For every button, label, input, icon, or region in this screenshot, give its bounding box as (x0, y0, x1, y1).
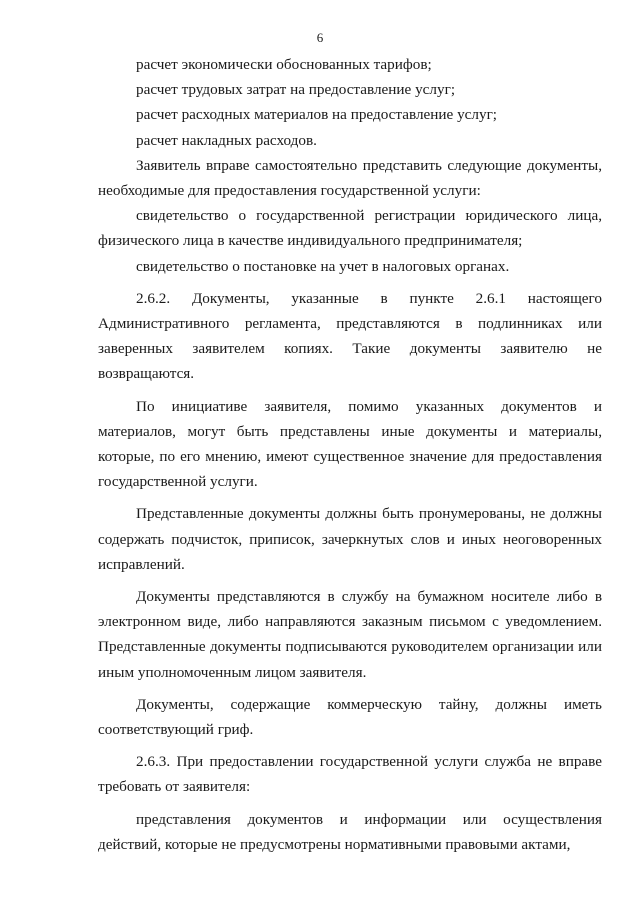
paragraph: расчет экономически обоснованных тарифов; (136, 56, 432, 73)
paragraph: Документы представляются в службу на бумажном носителе либо в электронном виде, либо направляются заказным письмом с уведомлением. Представленные документы подписываются руководителем организации или иным уполномоченным лицом заявителя. (98, 588, 602, 681)
paragraph: По инициативе заявителя, помимо указанных документов и материалов, могут быть представлены иные документы и материалы, которые, по его мнению, имеют существенное значение для предоставления государственной услуги. (98, 397, 602, 491)
paragraph: расчет расходных материалов на предоставление услуг; (136, 106, 498, 124)
page-number: 6 (316, 30, 324, 45)
paragraph: Представленные документы должны быть пронумерованы, не должны содержать подчисток, приписок, зачеркнутых слов и иных неоговоренных исправлений. (98, 505, 602, 573)
paragraph: 2.6.2. Документы, указанные в пункте 2.6.1 настоящего Административного регламента, представляются в подлинниках или заверенных заявителем копиях. Такие документы заявителю не возвращаются. (98, 289, 602, 383)
paragraph: 2.6.3. При предоставлении государственной услуги служба не вправе требовать от заявителя: (98, 753, 602, 796)
paragraph: Заявитель вправе самостоятельно представить следующие документы, необходимые для предоставления государственной услуги: (98, 156, 602, 200)
paragraph: расчет трудовых затрат на предоставление услуг; (136, 81, 456, 99)
paragraph: свидетельство о государственной регистрации юридического лица, физического лица в качестве индивидуального предпринимателя; (98, 207, 602, 250)
paragraph: расчет накладных расходов. (136, 131, 317, 149)
paragraph: свидетельство о постановке на учет в налоговых органах. (136, 257, 510, 275)
document-body (98, 52, 602, 857)
paragraph: Документы, содержащие коммерческую тайну, должны иметь соответствующий гриф. (98, 695, 602, 739)
paragraph: представления документов и информации или осуществления действий, которые не предусмотрены нормативными правовыми актами, (98, 810, 602, 853)
